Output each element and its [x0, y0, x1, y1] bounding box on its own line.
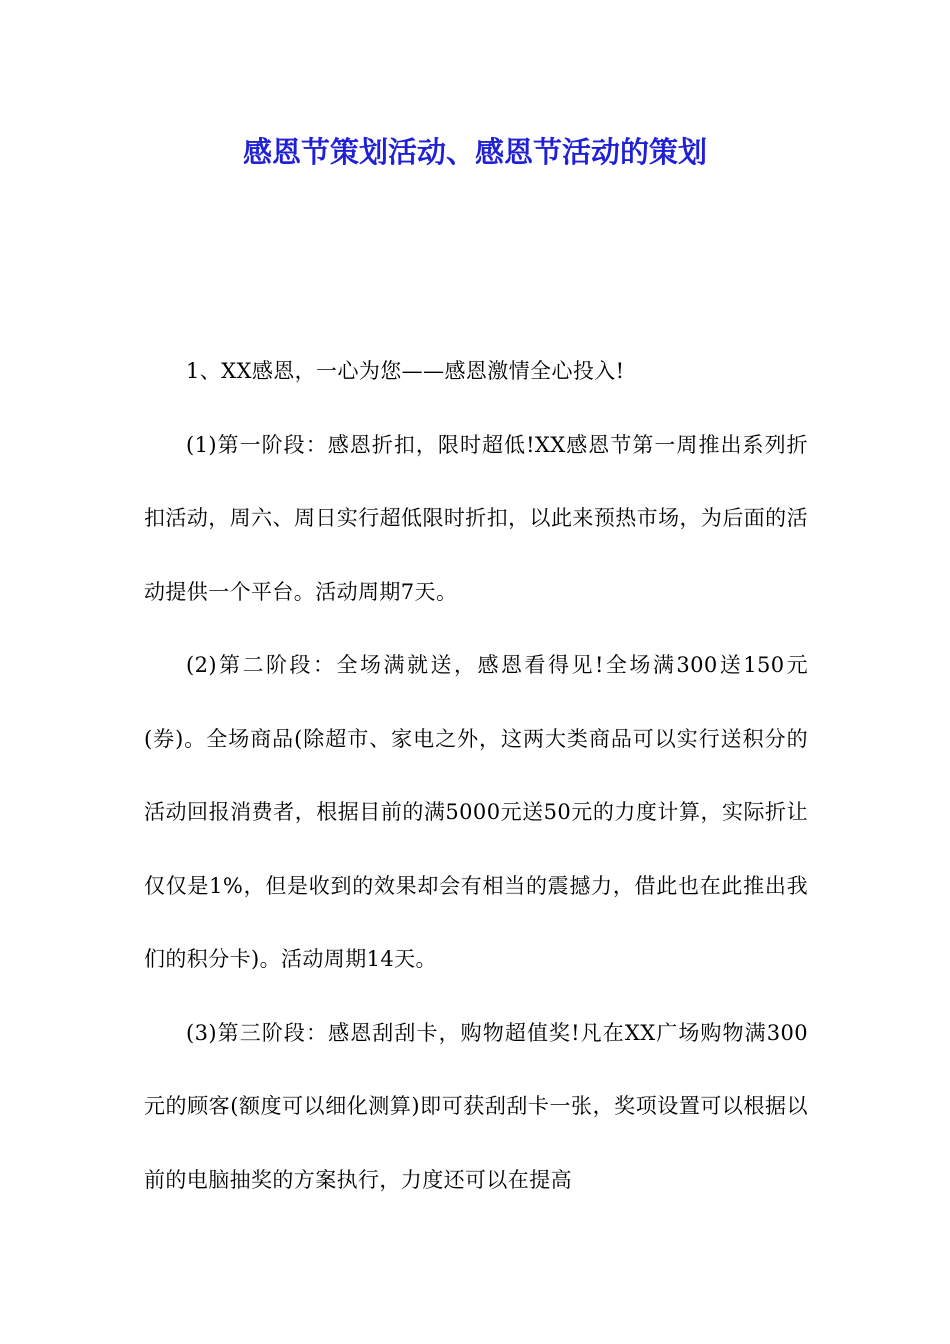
paragraph-stage-one: (1)第一阶段：感恩折扣，限时超低!XX感恩节第一周推出系列折扣活动，周六、周日实行超低限时折扣，以此来预热市场，为后面的活动提供一个平台。活动周期7天。	[144, 432, 808, 604]
document-title: 感恩节策划活动、感恩节活动的策划	[242, 135, 707, 169]
paragraph-stage-three: (3)第三阶段：感恩刮刮卡，购物超值奖!凡在XX广场购物满300元的顾客(额度可以细化测算)即可获刮刮卡一张，奖项设置可以根据以前的电脑抽奖的方案执行，力度还可以在提高	[144, 1020, 808, 1192]
document-body	[144, 335, 808, 1217]
paragraph-section-heading: 1、XX感恩，一心为您——感恩激情全心投入!	[186, 359, 625, 383]
paragraph-stage-two: (2)第二阶段：全场满就送，感恩看得见!全场满300送150元(券)。全场商品(除超市、家电之外，这两大类商品可以实行送积分的活动回报消费者，根据目前的满5000元送50元的力度计算，实际折让仅仅是1%，但是收到的效果却会有相当的震撼力，借此也在此推出我们的积分卡)。活动周期14天。	[144, 653, 808, 971]
